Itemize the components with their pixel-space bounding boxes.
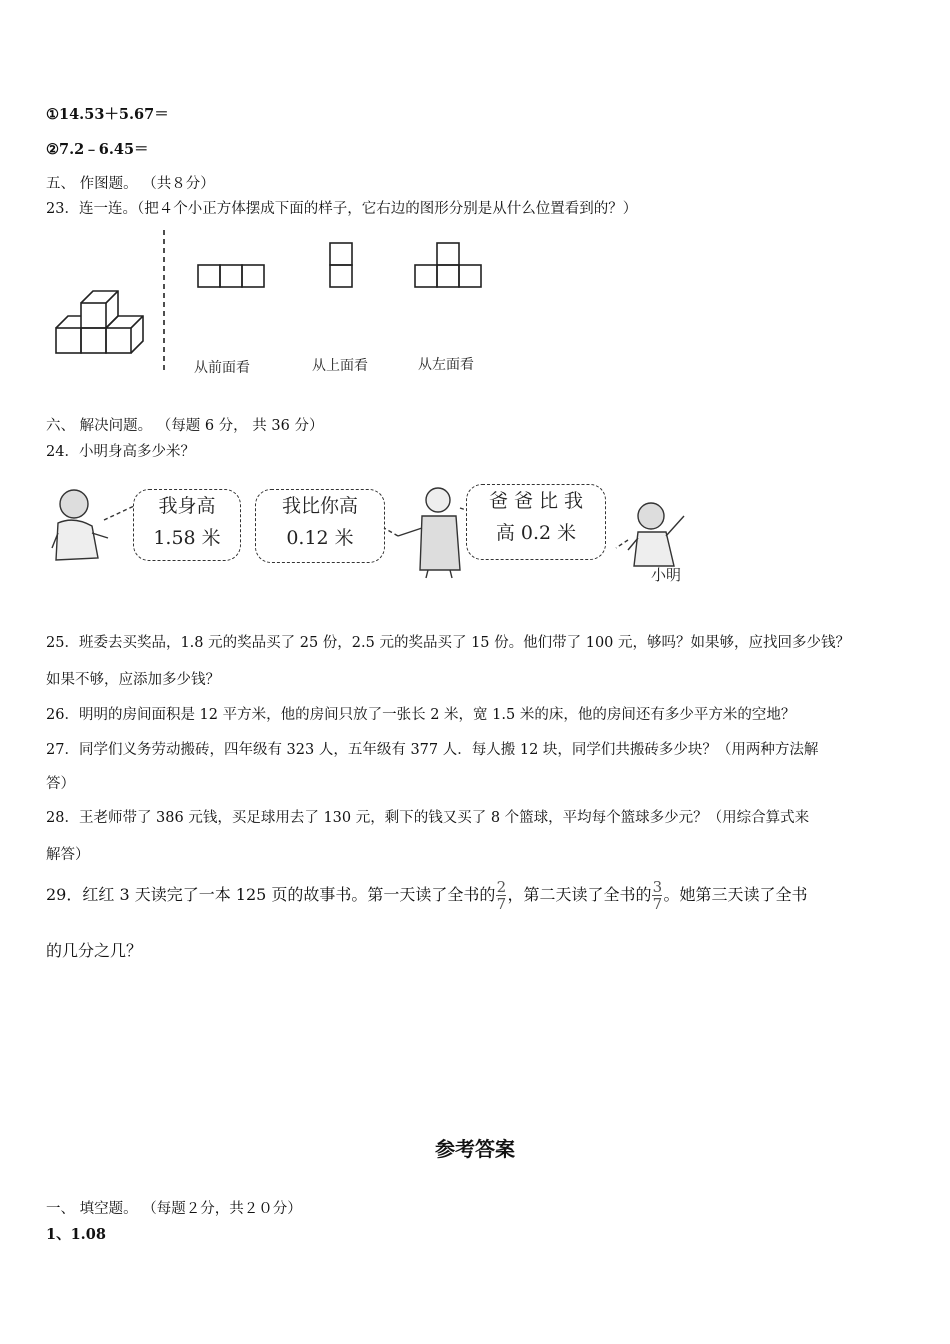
q29-text-c: 。她第三天读了全书 xyxy=(663,885,808,904)
xiaoming-figure xyxy=(628,503,684,566)
question-29-line-2: 的几分之几？ xyxy=(46,941,143,960)
question-24: 24．小明身高多少米？ xyxy=(46,444,195,460)
view-label-top: 从上面看 xyxy=(312,358,368,374)
bubble-girl-line1: 我身高 xyxy=(158,495,216,517)
xiaoming-label: 小明 xyxy=(651,566,682,584)
bubble-xiaoming-line2: 高 0.2 米 xyxy=(495,522,577,544)
speech-bubble-girl xyxy=(133,489,241,561)
front-view-drawing xyxy=(198,265,264,287)
question-27-line-1: 27．同学们义务劳动搬砖，四年级有 323 人，五年级有 377 人．每人搬 12 块，同学们共搬砖多少块？（用两种方法解 xyxy=(46,742,819,758)
q29-text-a: 29．红红 3 天读完了一本 125 页的故事书。第一天读了全书的 xyxy=(46,885,496,904)
top-view-drawing xyxy=(330,243,352,287)
cube-stack-drawing xyxy=(56,291,143,353)
bubble-girl-line2: 1.58 米 xyxy=(153,527,221,549)
speech-bubble-father-kid xyxy=(255,489,385,563)
section-6-heading: 六、 解决问题。 （每题 6 分， 共 36 分） xyxy=(46,418,324,434)
calc-item-1: ①14.53＋5.67＝ xyxy=(46,106,169,123)
question-25-line-2: 如果不够，应添加多少钱？ xyxy=(46,672,220,688)
fraction-two-sevenths xyxy=(496,879,506,912)
question-27-line-2: 答） xyxy=(46,776,75,792)
answer-key-title: 参考答案 xyxy=(435,1137,515,1161)
father-figure xyxy=(398,488,460,578)
question-29-line-1 xyxy=(46,872,807,918)
section-5-heading: 五、 作图题。 （共８分） xyxy=(46,176,215,192)
frac2-numerator: 3 xyxy=(652,878,663,896)
speech-bubble-xiaoming xyxy=(466,484,606,560)
left-view-drawing xyxy=(415,243,481,287)
question-28-line-1: 28．王老师带了 386 元钱，买足球用去了 130 元，剩下的钱又买了 8 个篮球，平均每个篮球多少元？（用综合算式来 xyxy=(46,810,810,826)
girl-figure xyxy=(52,490,108,560)
frac1-numerator: 2 xyxy=(496,878,507,896)
fraction-three-sevenths xyxy=(652,879,662,912)
view-label-front: 从前面看 xyxy=(194,360,250,376)
bubble-xiaoming-line1: 爸 爸 比 我 xyxy=(488,490,584,512)
bubble-kid-line1: 我比你高 xyxy=(281,495,358,517)
answer-section-1-heading: 一、 填空题。 （每题２分，共２０分） xyxy=(46,1201,302,1217)
q29-text-b: ，第二天读了全书的 xyxy=(507,885,652,904)
bubble-kid-line2: 0.12 米 xyxy=(286,527,354,549)
question-26: 26．明明的房间面积是 12 平方米，他的房间只放了一张长 2 米，宽 1.5 米的床，他的房间还有多少平方米的空地？ xyxy=(46,707,796,723)
calc-item-2: ②7.2﹣6.45＝ xyxy=(46,141,149,158)
frac2-denominator: 7 xyxy=(652,895,663,913)
question-28-line-2: 解答） xyxy=(46,847,90,863)
question-23: 23．连一连。（把４个小正方体摆成下面的样子，它右边的图形分别是从什么位置看到的？） xyxy=(46,201,638,217)
frac1-denominator: 7 xyxy=(496,895,507,913)
view-label-left: 从左面看 xyxy=(418,357,474,373)
question-25-line-1: 25．班委去买奖品，1.8 元的奖品买了 25 份，2.5 元的奖品买了 15 份。他们带了 100 元，够吗？如果够，应找回多少钱？ xyxy=(46,635,851,651)
answer-1: 1、1.08 xyxy=(46,1226,106,1243)
